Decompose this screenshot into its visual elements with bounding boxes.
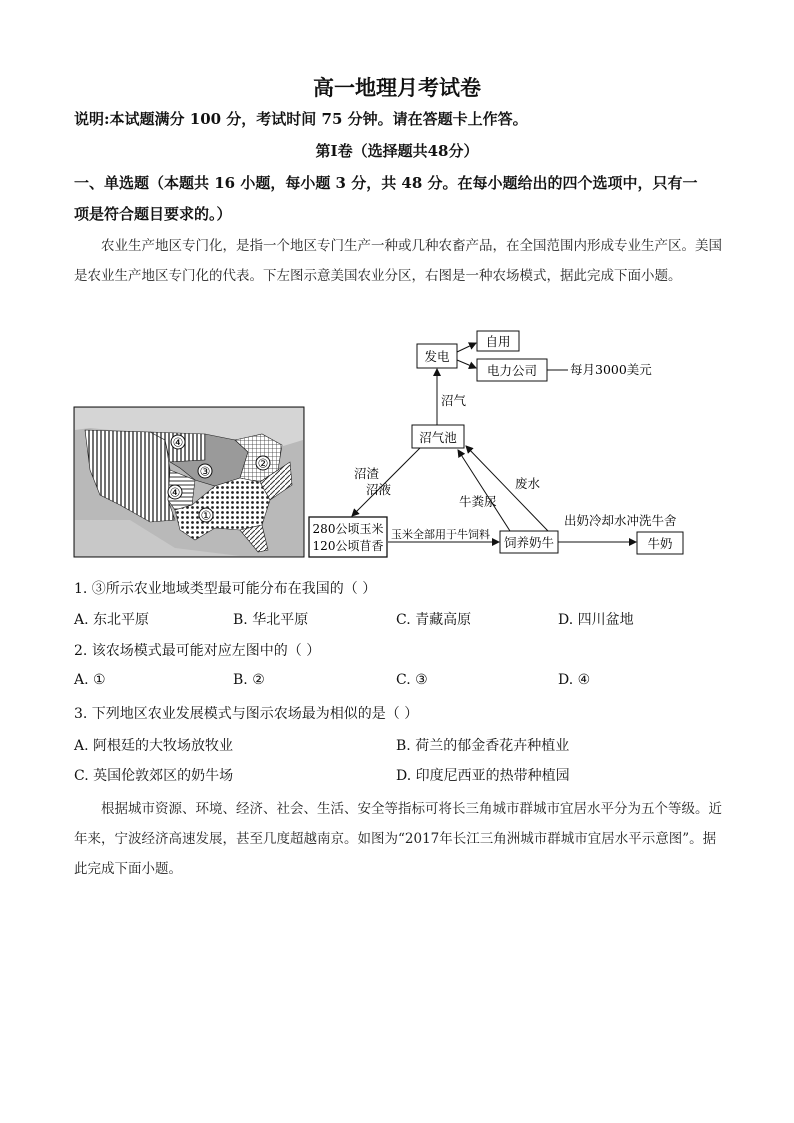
section-heading-line2: 项是符合题目要求的。） [74, 205, 232, 223]
page-title: 高一地理月考试卷 [313, 75, 481, 100]
question-3-stem: 3. 下列地区农业发展模式与图示农场最为相似的是（ ） [74, 706, 419, 722]
q1-option-b[interactable]: B. 华北平原 [233, 612, 309, 628]
cows-label: 饲养奶牛 [503, 535, 555, 550]
company-label: 电力公司 [486, 363, 538, 378]
power-label: 发电 [424, 349, 450, 364]
q2-option-d[interactable]: D. ④ [558, 672, 591, 688]
exam-note: 说明:本试题满分 100 分，考试时间 75 分钟。请在答题卡上作答。 [74, 110, 528, 128]
volume-heading: 第Ⅰ卷（选择题共48分） [315, 142, 479, 160]
map-label-4a: ④ [172, 435, 184, 450]
q1-option-a[interactable]: A. 东北平原 [74, 612, 150, 628]
passage-urban-livability: 根据城市资源、环境、经济、社会、生活、安全等指标可将长三角城市群城市宜居水平分为五个等级。近年来，宁波经济高速发展，甚至几度超越南京。如图为“2017年长江三角洲城市群城市宜居水平示意图”。据此完成下面小题。 [74, 801, 722, 877]
passage-agriculture: 农业生产地区专门化，是指一个地区专门生产一种或几种农畜产品，在全国范围内形成专业生产区。美国是农业生产地区专门化的代表。下左图示意美国农业分区，右图是一种农场模式，据此完成下面小题。 [74, 238, 722, 284]
crops-line2: 120公顷苜香 [312, 539, 384, 553]
q3-option-c[interactable]: C. 英国伦敦郊区的奶牛场 [74, 768, 234, 784]
q1-option-c[interactable]: C. 青藏高原 [396, 612, 472, 628]
arrow-power-company [457, 360, 476, 368]
milk-label: 牛奶 [647, 536, 673, 551]
farm-model-diagram [309, 331, 683, 557]
feed-label: 玉米全部用于牛饲料 [391, 528, 490, 541]
section-heading-line1: 一、单选题（本题共 16 小题，每小题 3 分，共 48 分。在每小题给出的四个选项中，只有一 [74, 174, 698, 192]
q3-option-d[interactable]: D. 印度尼西亚的热带种植园 [396, 768, 570, 784]
q2-option-a[interactable]: A. ① [74, 672, 106, 688]
residue-label: 沼渣 [354, 466, 380, 481]
selfuse-label: 自用 [485, 334, 511, 349]
map-label-3: ③ [199, 464, 211, 479]
arrow-manure [458, 450, 510, 531]
map-label-2: ② [257, 456, 269, 471]
liquid-label: 沼液 [366, 482, 392, 497]
income-label: 每月3000美元 [570, 362, 652, 377]
us-agriculture-map [74, 407, 304, 557]
q3-option-a[interactable]: A. 阿根廷的大牧场放牧业 [74, 738, 234, 754]
map-label-1: ① [200, 508, 212, 523]
biogas-label: 沼气 [441, 393, 467, 408]
question-1-stem: 1. ③所示农业地域类型最可能分布在我国的（ ） [74, 581, 377, 597]
q1-option-d[interactable]: D. 四川盆地 [558, 612, 634, 628]
map-label-4b: ④ [169, 485, 181, 500]
biogas-pool-label: 沼气池 [419, 430, 457, 445]
q3-option-b[interactable]: B. 荷兰的郁金香花卉种植业 [396, 738, 570, 754]
question-2-stem: 2. 该农场模式最可能对应左图中的（ ） [74, 643, 321, 659]
q2-option-c[interactable]: C. ③ [396, 672, 428, 688]
wash-label: 出奶冷却水冲洗牛舍 [564, 513, 677, 528]
waste-label: 废水 [515, 476, 541, 491]
manure-label: 牛粪尿 [459, 494, 497, 509]
q2-option-b[interactable]: B. ② [233, 672, 265, 688]
crops-line1: 280公顷玉米 [312, 522, 384, 536]
arrow-power-selfuse [457, 343, 476, 352]
